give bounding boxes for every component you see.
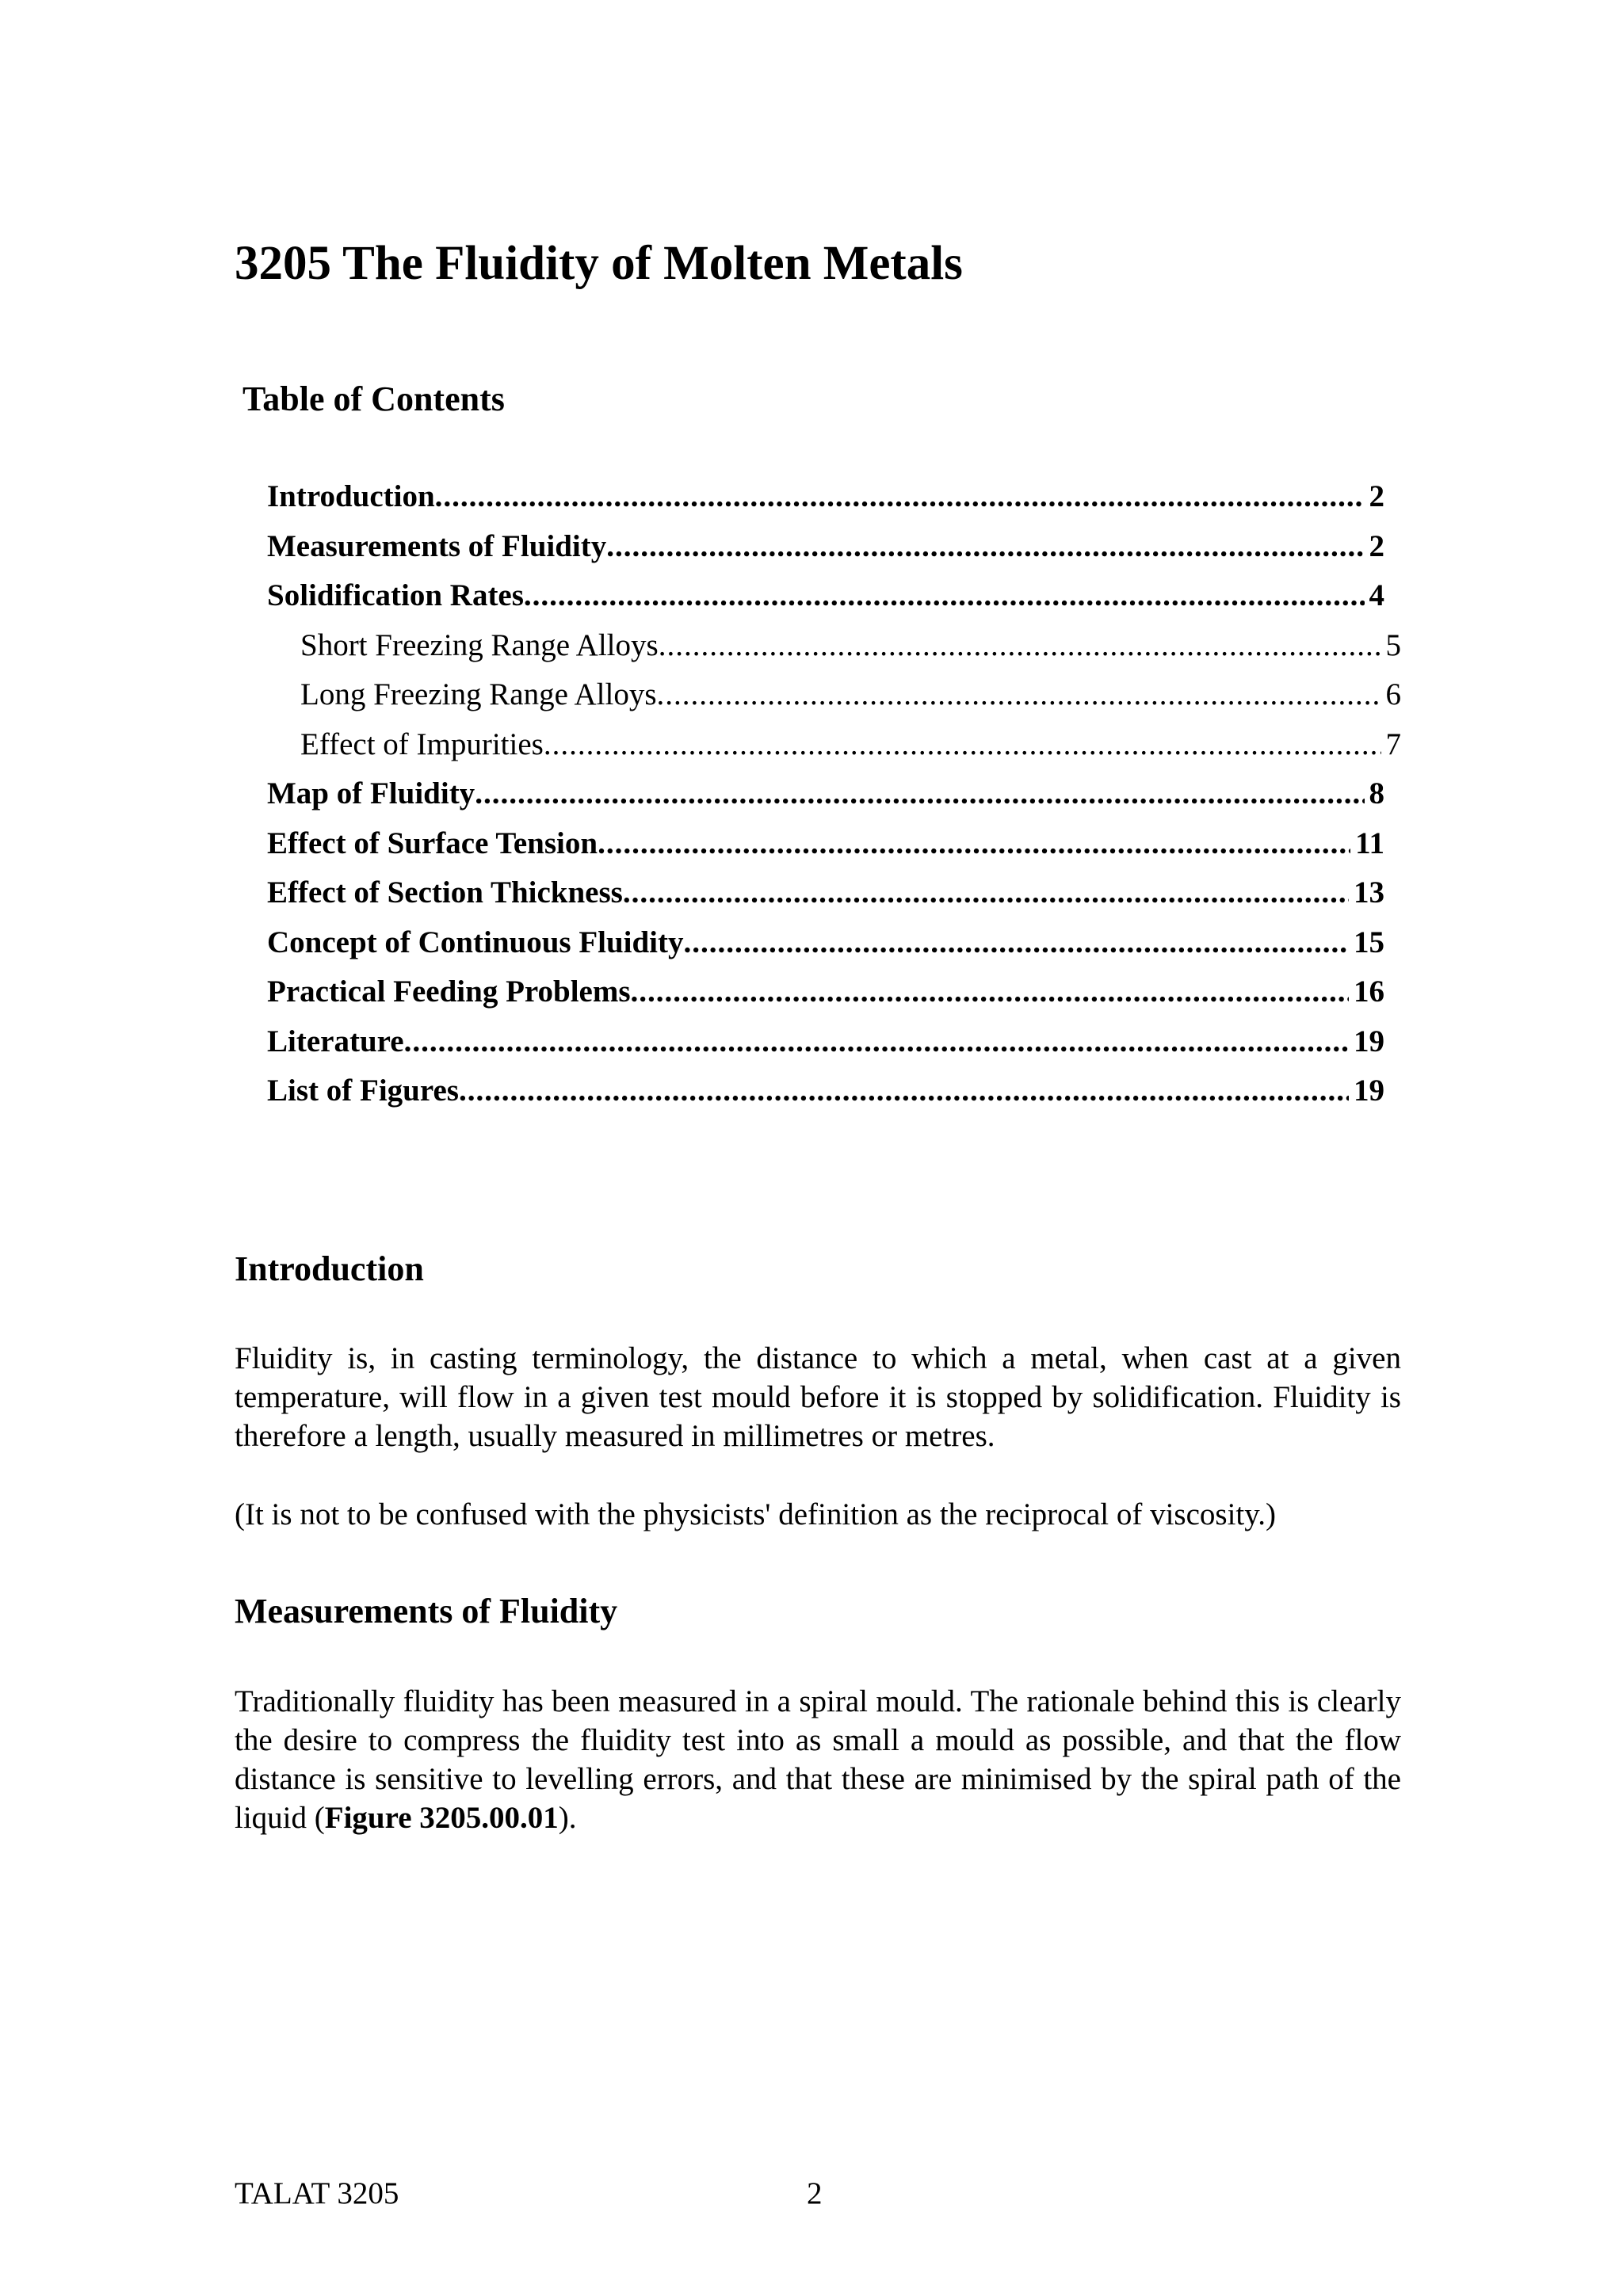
toc-dot-leader (544, 720, 1381, 770)
toc-entry-page: 19 (1354, 1024, 1384, 1058)
toc-entry-solidification-rates[interactable] (267, 571, 1384, 621)
toc-entry-page: 6 (1385, 677, 1401, 711)
toc-entry-long-freezing-range-alloys[interactable] (267, 670, 1401, 720)
toc-dot-leader (631, 967, 1350, 1017)
toc-entry-label: Effect of Impurities (300, 727, 544, 761)
toc-entry-short-freezing-range-alloys[interactable] (267, 621, 1401, 671)
toc-dot-leader (459, 1066, 1349, 1116)
toc-entry-label: Map of Fluidity (267, 776, 475, 810)
toc-entry-page: 7 (1385, 727, 1401, 761)
measurements-paragraph-end: ). (558, 1801, 577, 1835)
measurements-heading: Measurements of Fluidity (235, 1592, 618, 1630)
toc-entry-page: 13 (1354, 875, 1384, 910)
toc-dot-leader (524, 571, 1365, 621)
toc-entry-label: Effect of Section Thickness (267, 875, 623, 910)
toc-entry-map-of-fluidity[interactable] (267, 769, 1384, 819)
toc-dot-leader (659, 621, 1381, 671)
toc-heading: Table of Contents (242, 379, 505, 418)
table-of-contents (267, 472, 1401, 1116)
toc-entry-label: Practical Feeding Problems (267, 974, 631, 1009)
introduction-paragraph: Fluidity is, in casting terminology, the distance to which a metal, when cast at a given temperature, will flow in a given test mould before it is stopped by solidification. Fluidity is therefore a length, usually measured in millimetres or metres. (235, 1341, 1401, 1453)
toc-entry-introduction[interactable] (267, 472, 1384, 522)
introduction-heading: Introduction (235, 1249, 424, 1288)
toc-entry-label: Long Freezing Range Alloys (300, 677, 657, 711)
toc-entry-label: List of Figures (267, 1074, 459, 1108)
toc-entry-practical-feeding-problems[interactable] (267, 967, 1384, 1017)
toc-entry-page: 2 (1369, 528, 1384, 563)
page-title: 3205 The Fluidity of Molten Metals (235, 237, 963, 290)
toc-dot-leader (404, 1017, 1349, 1067)
toc-entry-page: 5 (1385, 627, 1401, 662)
toc-entry-literature[interactable] (267, 1017, 1384, 1067)
toc-entry-page: 4 (1369, 578, 1384, 612)
toc-entry-page: 19 (1354, 1074, 1384, 1108)
toc-entry-label: Literature (267, 1024, 404, 1058)
toc-entry-concept-of-continuous-fluidity[interactable] (267, 918, 1384, 968)
toc-dot-leader (684, 918, 1349, 968)
measurements-paragraph-text: Traditionally fluidity has been measured in a spiral mould. The rationale behind this is clearly the desire to compress the fluidity test into as small a mould as possible, and that the flow distance is sensitive to levelling errors, and that these are minimised by the spiral path of the liquid ( (235, 1684, 1401, 1835)
toc-entry-measurements-of-fluidity[interactable] (267, 522, 1384, 572)
footer-page-number: 2 (807, 2176, 823, 2210)
toc-entry-effect-of-section-thickness[interactable] (267, 868, 1384, 918)
measurements-paragraph (235, 1682, 1401, 1837)
toc-dot-leader (435, 472, 1365, 522)
toc-entry-page: 11 (1355, 826, 1384, 860)
toc-entry-label: Introduction (267, 479, 435, 513)
toc-dot-leader (657, 670, 1381, 720)
toc-dot-leader (623, 868, 1349, 918)
toc-entry-label: Solidification Rates (267, 578, 524, 612)
toc-dot-leader (606, 522, 1364, 572)
toc-entry-effect-of-surface-tension[interactable] (267, 819, 1384, 869)
toc-entry-label: Measurements of Fluidity (267, 528, 607, 563)
toc-entry-label: Short Freezing Range Alloys (300, 627, 659, 662)
toc-entry-page: 8 (1369, 776, 1384, 810)
toc-dot-leader (598, 819, 1350, 869)
toc-dot-leader (475, 769, 1364, 819)
introduction-note-paragraph: (It is not to be confused with the physicists' definition as the reciprocal of viscosity.) (235, 1497, 1276, 1531)
toc-entry-label: Concept of Continuous Fluidity (267, 925, 684, 959)
footer-document-id: TALAT 3205 (235, 2176, 399, 2210)
toc-entry-page: 15 (1354, 925, 1384, 959)
toc-entry-label: Effect of Surface Tension (267, 826, 598, 860)
toc-entry-list-of-figures[interactable] (267, 1066, 1384, 1116)
toc-entry-page: 16 (1354, 974, 1384, 1009)
toc-entry-effect-of-impurities[interactable] (267, 720, 1401, 770)
toc-entry-page: 2 (1369, 479, 1384, 513)
figure-reference-link[interactable]: Figure 3205.00.01 (324, 1801, 559, 1835)
